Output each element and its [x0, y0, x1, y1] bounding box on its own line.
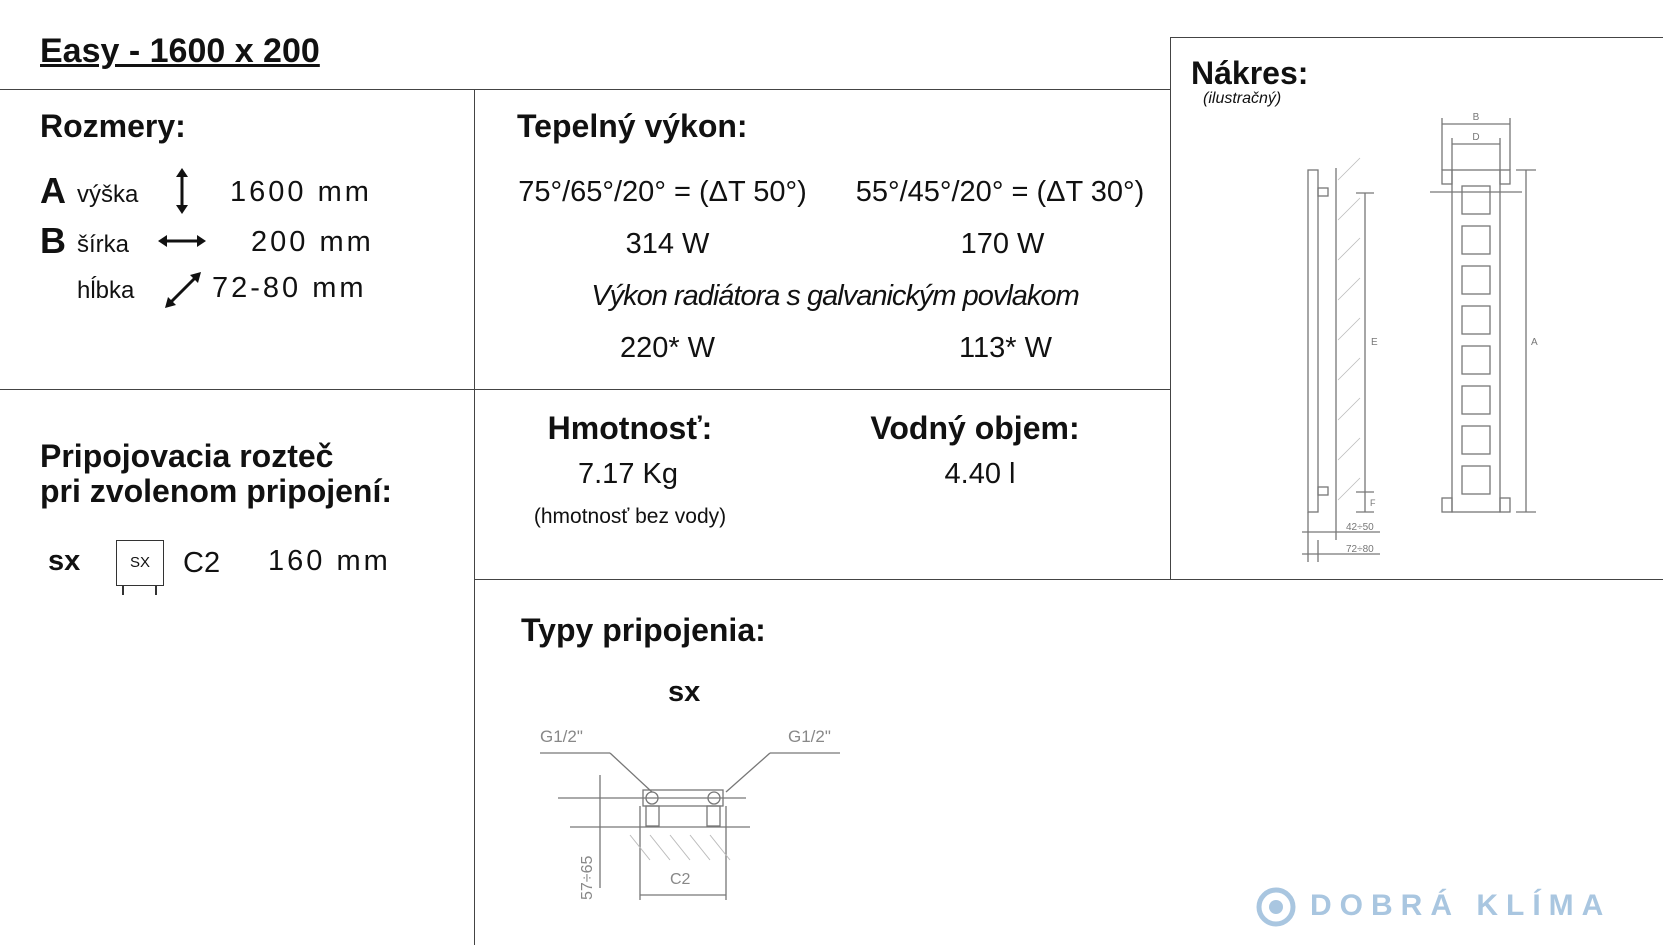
drawing-subheading: (ilustračný): [1203, 90, 1282, 107]
connection-spacing-value: 160 mm: [268, 545, 391, 577]
sx-connection-drawing: [530, 720, 850, 910]
connection-types-heading: Typy pripojenia:: [521, 612, 766, 648]
drawing-top-rule: [1170, 37, 1663, 38]
connection-code: C2: [183, 547, 221, 579]
connection-spacing-heading-line2: pri zvolenom pripojení:: [40, 473, 393, 509]
condition-dt30: 55°/45°/20° = (ΔT 30°): [855, 176, 1145, 208]
dimensions-heading: Rozmery:: [40, 108, 186, 144]
dimension-label-width: šírka: [77, 231, 130, 258]
galvanic-note: Výkon radiátora s galvanickým povlakom: [591, 280, 1079, 312]
sx-pin-left: [122, 586, 124, 595]
connection-type-label: sx: [48, 545, 81, 577]
spacing-c2-label: C2: [670, 871, 691, 888]
connection-types-sx-label: sx: [668, 676, 701, 708]
dimension-label-depth: hĺbka: [77, 277, 135, 304]
dimension-letter-a: A: [40, 170, 66, 211]
dimension-value-width: 200 mm: [251, 226, 374, 258]
logo-text: DOBRÁ KLÍMA: [1310, 889, 1612, 922]
lower-rule: [474, 579, 1663, 580]
page-title: Easy - 1600 x 200: [40, 32, 320, 70]
drawing-label-f: F: [1370, 498, 1376, 508]
title-underline-rule: [0, 89, 1170, 90]
horizontal-arrow-icon: [158, 230, 206, 252]
dimension-letter-b: B: [40, 220, 66, 261]
weight-heading: Hmotnosť:: [547, 410, 713, 446]
radiator-technical-drawing: [1290, 110, 1550, 570]
water-volume-value: 4.40 l: [944, 458, 1016, 490]
height-range-label: 57÷65: [579, 855, 596, 900]
swirl-logo-icon: [1254, 885, 1298, 929]
output-dt30: 170 W: [960, 228, 1045, 260]
center-divider: [474, 89, 475, 945]
thread-left-label: G1/2": [540, 727, 583, 746]
water-volume-heading: Vodný objem:: [870, 410, 1080, 446]
condition-dt50: 75°/65°/20° = (ΔT 50°): [518, 176, 807, 208]
drawing-label-a: A: [1531, 337, 1538, 348]
thread-right-label: G1/2": [788, 727, 831, 746]
drawing-label-b: B: [1472, 112, 1480, 123]
drawing-label-e: E: [1371, 337, 1378, 348]
output-dt50: 314 W: [625, 228, 710, 260]
dimension-label-height: výška: [77, 181, 139, 208]
connection-spacing-heading-line1: Pripojovacia rozteč: [40, 438, 334, 474]
drawing-left-rule: [1170, 37, 1171, 580]
dimension-value-depth: 72-80 mm: [212, 272, 367, 304]
drawing-label-72-80: 72÷80: [1346, 544, 1374, 555]
weight-note: (hmotnosť bez vody): [533, 505, 727, 528]
drawing-label-42-50: 42÷50: [1346, 522, 1374, 533]
mid-rule: [0, 389, 1170, 390]
galvanic-output-dt50: 220* W: [619, 332, 716, 364]
sx-pin-right: [155, 586, 157, 595]
vertical-arrow-icon: [170, 168, 194, 214]
diagonal-arrow-icon: [163, 270, 203, 310]
galvanic-output-dt30: 113* W: [959, 332, 1052, 364]
drawing-label-d: D: [1472, 132, 1480, 143]
weight-value: 7.17 Kg: [578, 458, 678, 490]
dimension-value-height: 1600 mm: [230, 176, 372, 208]
sx-connection-icon: [116, 540, 164, 586]
sx-connection-icon-label: SX: [129, 554, 150, 571]
heat-output-heading: Tepelný výkon:: [517, 108, 748, 144]
drawing-heading: Nákres:: [1191, 55, 1309, 91]
